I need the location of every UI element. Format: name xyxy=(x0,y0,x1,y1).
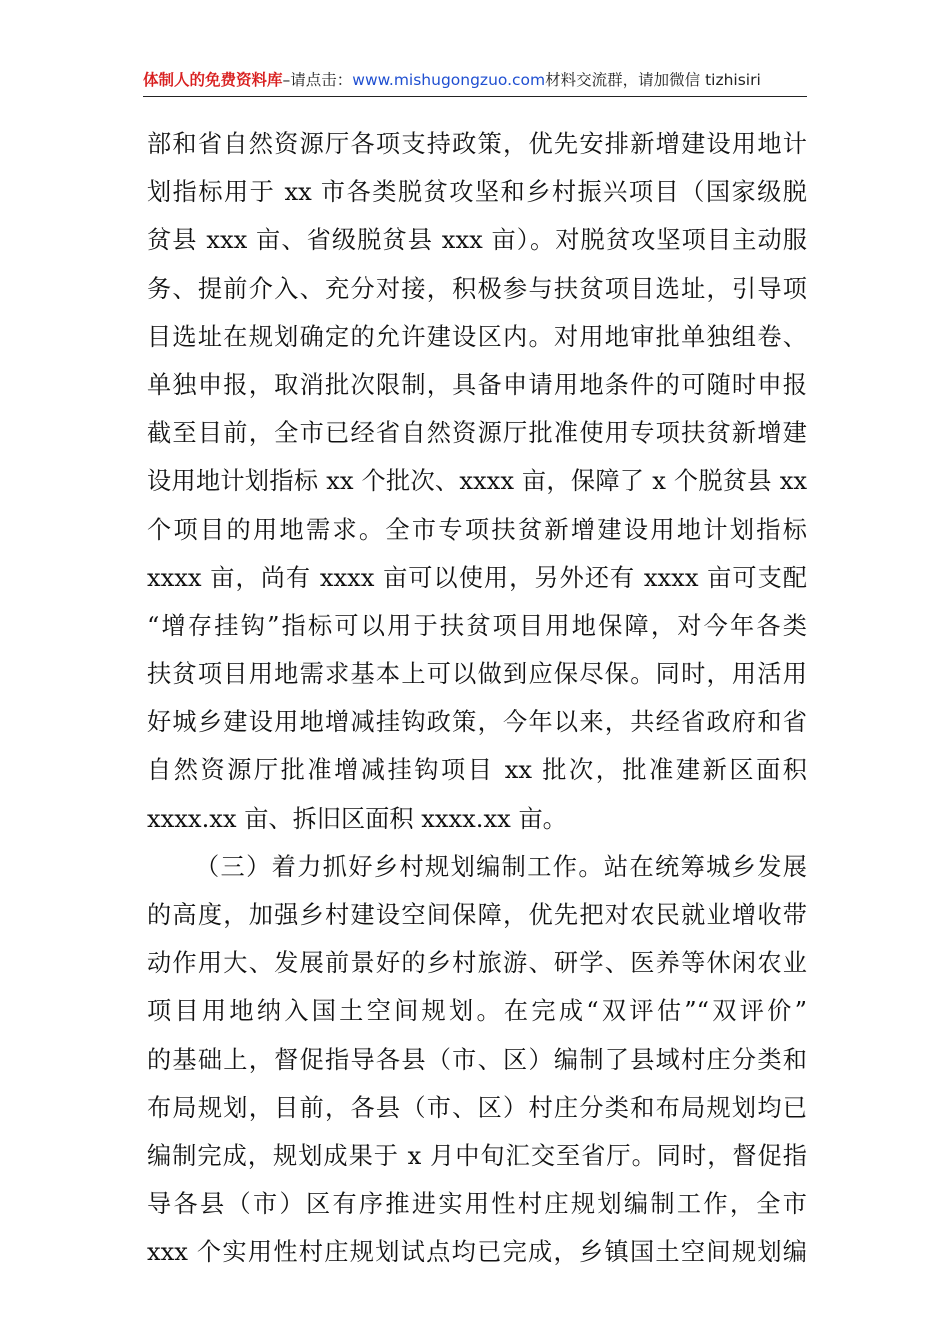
body-line: xxxx.xx 亩、拆旧区面积 xxxx.xx 亩。 xyxy=(147,804,567,833)
body-line: 项目用地纳入国土空间规划。在完成“双评估”“双评价” xyxy=(147,997,807,1026)
body-line: 扶贫项目用地需求基本上可以做到应保尽保。同时，用活用 xyxy=(147,660,807,689)
body-line: 编制完成，规划成果于 x 月中旬汇交至省厅。同时，督促指 xyxy=(147,1141,807,1170)
body-line: 导各县（市）区有序推进实用性村庄规划编制工作，全市 xyxy=(147,1190,807,1219)
body-line: 个项目的用地需求。全市专项扶贫新增建设用地计划指标 xyxy=(147,515,807,544)
body-line: 部和省自然资源厅各项支持政策，优先安排新增建设用地计 xyxy=(147,130,807,158)
body-line: “增存挂钩”指标可以用于扶贫项目用地保障，对今年各类 xyxy=(147,611,807,640)
body-line: 设用地计划指标 xx 个批次、xxxx 亩，保障了 x 个脱贫县 xx xyxy=(147,467,807,496)
body-line: 划指标用于 xx 市各类脱贫攻坚和乡村振兴项目（国家级脱 xyxy=(147,178,807,207)
body-line: 动作用大、发展前景好的乡村旅游、研学、医养等休闲农业 xyxy=(147,949,807,978)
body-line: 自然资源厅批准增减挂钩项目 xx 批次，批准建新区面积 xyxy=(147,756,807,785)
body-line: 布局规划，目前，各县（市、区）村庄分类和布局规划均已 xyxy=(147,1093,807,1122)
body-line: xxx 个实用性村庄规划试点均已完成，乡镇国土空间规划编 xyxy=(147,1238,807,1267)
header-contact: 材料交流群，请加微信 tizhisiri xyxy=(545,71,761,89)
body-line: xxxx 亩，尚有 xxxx 亩可以使用，另外还有 xxxx 亩可支配 xyxy=(147,563,807,592)
body-line: 单独申报，取消批次限制，具备申请用地条件的可随时申报 xyxy=(147,370,807,399)
body-line: 务、提前介入、充分对接，积极参与扶贫项目选址，引导项 xyxy=(147,274,807,303)
body-line: 贫县 xxx 亩、省级脱贫县 xxx 亩）。对脱贫攻坚项目主动服 xyxy=(147,226,807,255)
body-line: 截至目前，全市已经省自然资源厅批准使用专项扶贫新增建 xyxy=(147,419,807,448)
header-click-prompt: –请点击： xyxy=(282,71,353,89)
body-line: 的高度，加强乡村建设空间保障，优先把对农民就业增收带 xyxy=(147,901,807,929)
header-brand: 体制人的免费资料库 xyxy=(143,71,283,89)
page-header xyxy=(143,66,807,97)
header-url-link[interactable]: www.mishugongzuo.com xyxy=(352,71,546,89)
section-heading-line: （三）着力抓好乡村规划编制工作。站在统筹城乡发展 xyxy=(195,852,807,881)
body-line: 的基础上，督促指导各县（市、区）编制了县域村庄分类和 xyxy=(147,1045,807,1074)
body-line: 目选址在规划确定的允许建设区内。对用地审批单独组卷、 xyxy=(147,322,807,351)
document-body xyxy=(147,120,807,1277)
body-line: 好城乡建设用地增减挂钩政策，今年以来，共经省政府和省 xyxy=(147,708,807,737)
